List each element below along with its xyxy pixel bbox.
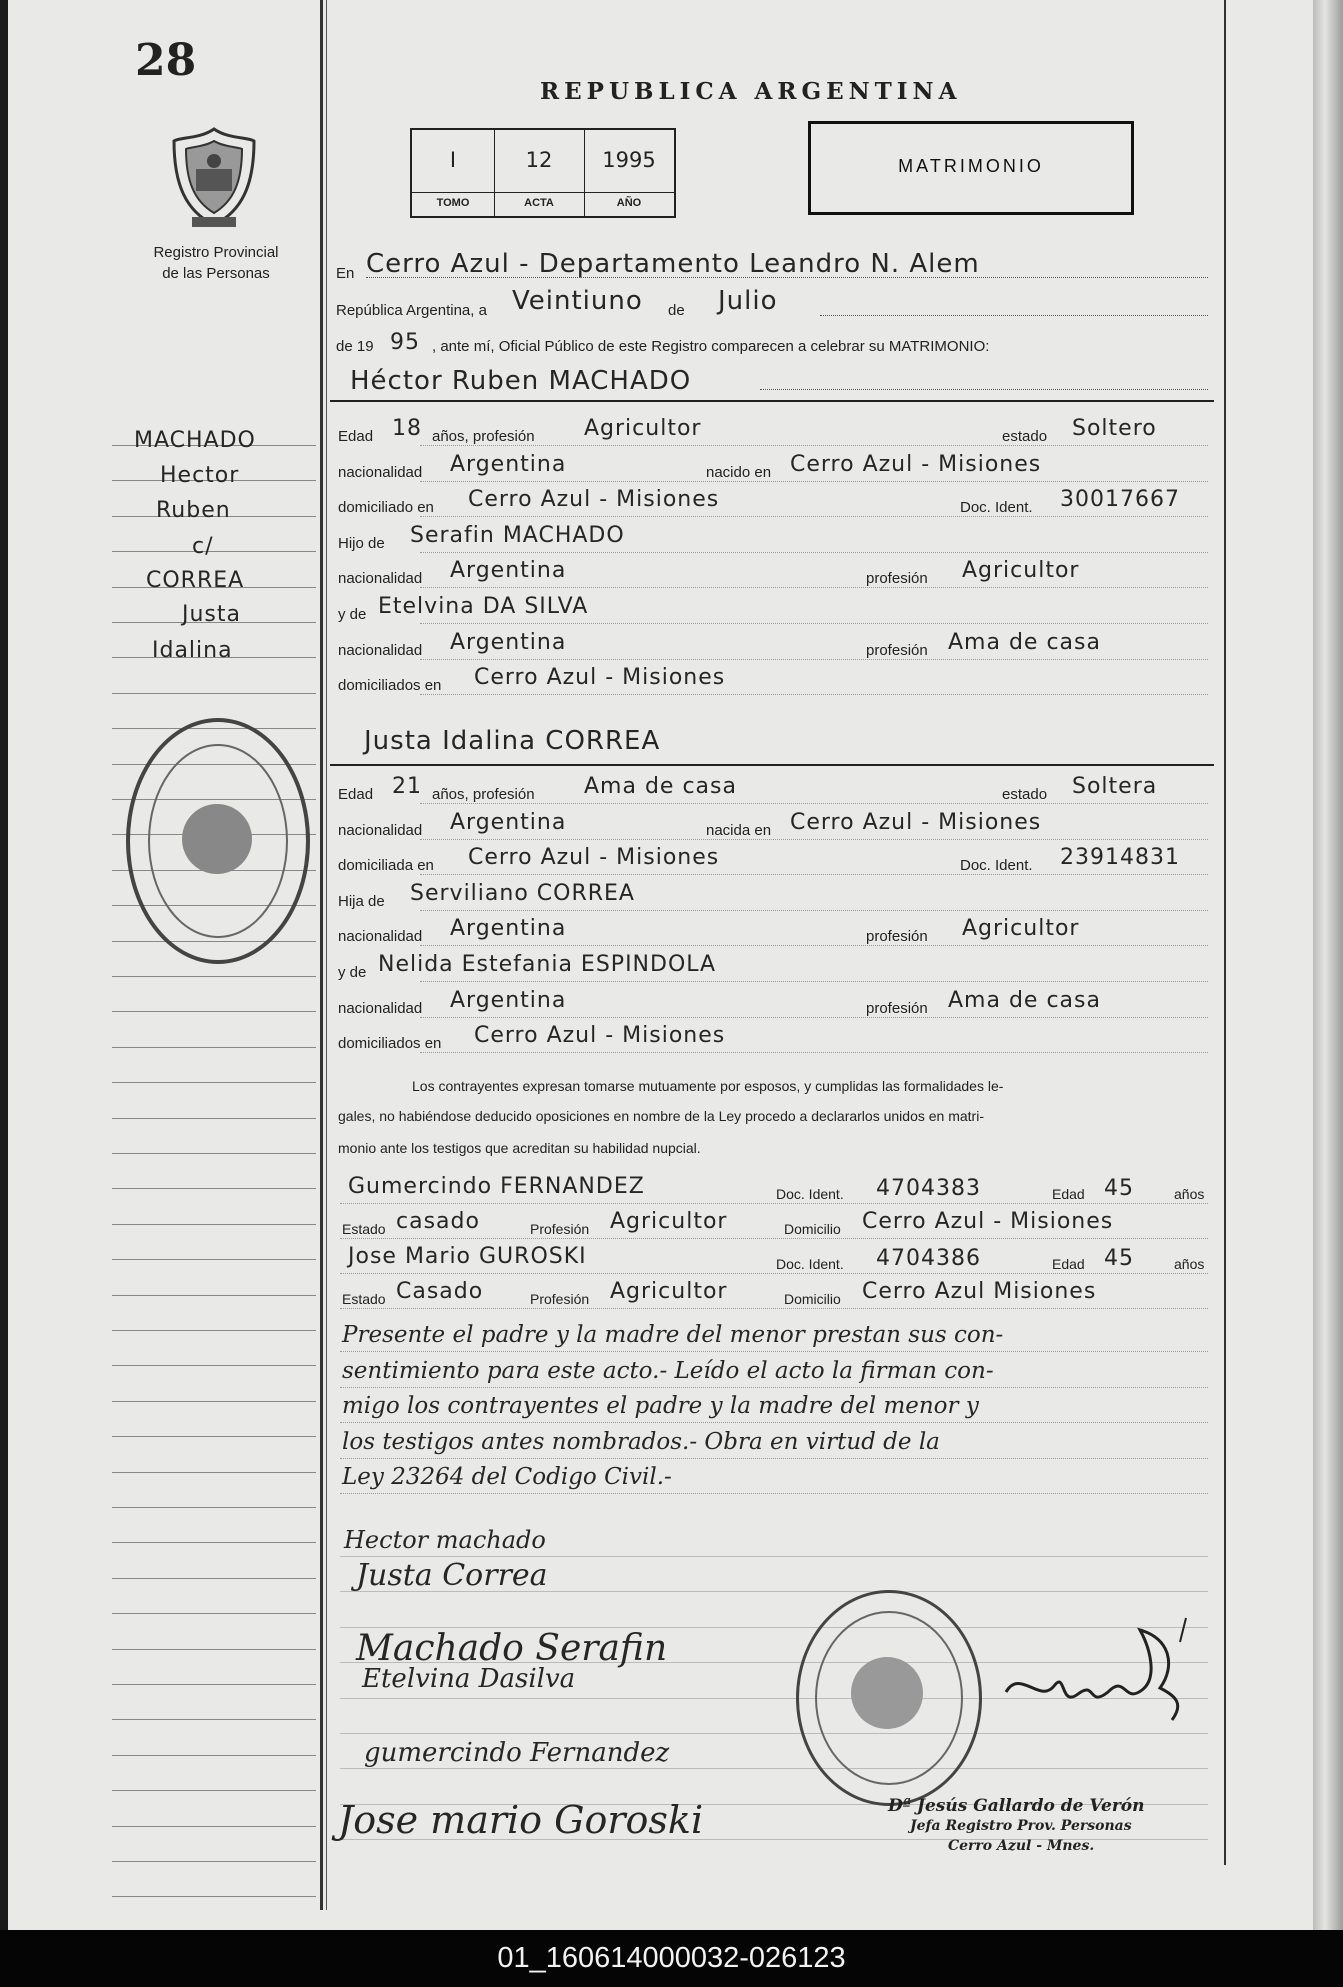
dotted-rule [420,873,1208,875]
en-label: En [336,265,355,282]
registry-label-line1: Registro Provincial [153,244,279,261]
margin-rule-line [112,1542,316,1543]
bride-doc-label: Doc. Ident. [960,857,1033,874]
bride-father-label: Hija de [338,893,385,910]
margin-rule-line [112,1826,316,1827]
record-id-box [410,128,676,218]
margin-rule-line [112,1401,316,1402]
margin-rule-line [112,1436,316,1437]
bride-age-value: 21 [392,774,422,799]
dotted-rule [340,1457,1208,1459]
bride-father-value: Serviliano CORREA [410,881,635,906]
groom-father-label: Hijo de [338,535,385,552]
witness-status-label: Estado [342,1221,386,1237]
official-stamp-line2: Jefa Registro Prov. Personas [910,1818,1132,1834]
margin-rule-line [112,1188,316,1189]
acta-caption: ACTA [494,192,584,209]
witness-status-value: casado [396,1209,480,1234]
year-suffix: 95 [390,330,420,355]
record-type-label: MATRIMONIO [898,156,1044,176]
signature-witness-2: Jose mario Goroski [338,1798,704,1842]
margin-rule-line [112,1507,316,1508]
witness-doc-label: Doc. Ident. [776,1186,844,1202]
ruled-line [340,1733,1208,1734]
groom-profession-label: años, profesión [432,428,535,445]
image-id-label: 01_160614000032-026123 [497,1942,846,1974]
dotted-rule [340,1421,1208,1423]
margin-note-line: c/ [192,534,214,559]
groom-mother-nationality-label: nacionalidad [338,642,423,659]
intro-text: , ante mí, Oficial Público de este Registro comparecen a celebrar su MATRIMONIO: [432,338,990,355]
dotted-rule [420,909,1208,911]
groom-father-value: Serafin MACHADO [410,523,625,548]
provincial-emblem-icon [168,125,260,230]
ruled-line [340,1556,1208,1557]
witness-domicile-label: Domicilio [784,1221,841,1237]
declaration-line: gales, no habiéndose deducido oposiciones en nombre de la Ley procedo a declararlos unidos en matri- [338,1108,984,1124]
declaration-line: Los contrayentes expresan tomarse mutuamente por esposos, y cumplidas las formalidades le- [412,1078,1004,1094]
groom-name: Héctor Ruben MACHADO [350,366,692,396]
signature-groom: Hector machado [344,1526,546,1554]
bride-mother-profession-value: Ama de casa [948,988,1101,1013]
groom-domicile-value: Cerro Azul - Misiones [468,487,720,512]
witness-doc-value: 4704383 [876,1176,981,1201]
margin-rule-line [112,1082,316,1083]
dotted-rule [420,838,1208,840]
registry-label-line2: de las Personas [162,265,270,282]
witness-profession-label: Profesión [530,1221,590,1237]
dotted-rule [420,980,1208,982]
tomo-value: I [449,148,457,172]
dotted-rule [340,1350,1208,1352]
bride-mother-nationality-value: Argentina [450,988,567,1013]
groom-nationality-label: nacionalidad [338,464,423,481]
ruled-line [340,1768,1208,1769]
margin-rule-line [112,1224,316,1225]
groom-father-nationality-value: Argentina [450,558,567,583]
margin-note-line: Ruben [156,498,231,523]
official-signature-icon [1000,1608,1200,1728]
witness-years-label: años [1174,1256,1205,1272]
witness-name: Jose Mario GUROSKI [348,1244,587,1269]
page-number: 28 [135,35,197,86]
bride-father-profession-label: profesión [866,928,928,945]
margin-note-line: MACHADO [134,428,256,453]
bride-profession-label: años, profesión [432,786,535,803]
groom-nationality-value: Argentina [450,452,567,477]
dotted-rule [420,586,1208,588]
country-prefix: República Argentina, a [336,302,487,319]
dotted-rule [420,693,1208,695]
margin-rule-line [112,551,316,552]
acta-cell [494,130,585,216]
groom-born-value: Cerro Azul - Misiones [790,452,1042,477]
groom-status-label: estado [1002,428,1048,445]
margin-rule-line [112,693,316,694]
groom-parents-domicile-label: domiciliados en [338,677,442,694]
signature-mother: Etelvina Dasilva [362,1664,576,1694]
tomo-caption: TOMO [412,192,494,209]
tomo-cell [412,130,495,216]
bride-nationality-value: Argentina [450,810,567,835]
right-rule [1224,0,1226,1865]
groom-mother-profession-value: Ama de casa [948,630,1101,655]
margin-rule-line [112,1649,316,1650]
place-value: Cerro Azul - Departamento Leandro N. Alem [366,249,980,279]
witness-doc-label: Doc. Ident. [776,1256,844,1272]
margin-rule-line [112,1330,316,1331]
bride-parents-domicile-value: Cerro Azul - Misiones [474,1023,726,1048]
groom-status-value: Soltero [1072,416,1157,441]
registry-label [116,242,316,284]
dotted-rule [420,444,1208,446]
bride-born-label: nacida en [706,822,772,839]
seal-emblem-icon [182,804,252,874]
margin-rule-line [112,1719,316,1720]
bride-mother-profession-label: profesión [866,1000,928,1017]
margin-note-line: Hector [160,463,240,488]
margin-rule-line [112,1259,316,1260]
dotted-rule [420,622,1208,624]
margin-rule-line [112,1153,316,1154]
dotted-rule [420,658,1208,660]
margin-rule-line [112,1684,316,1685]
book-edge [1313,0,1343,1930]
bride-mother-nationality-label: nacionalidad [338,1000,423,1017]
bride-status-value: Soltera [1072,774,1158,799]
bride-domicile-value: Cerro Azul - Misiones [468,845,720,870]
margin-rule-line [112,1755,316,1756]
margin-rule-line [112,1011,316,1012]
margin-rule-line [112,1365,316,1366]
witness-domicile-value: Cerro Azul - Misiones [862,1209,1114,1234]
bride-mother-label: y de [338,964,367,981]
bride-mother-value: Nelida Estefania ESPINDOLA [378,952,717,977]
witness-age-value: 45 [1104,1246,1134,1271]
margin-rule-line [112,976,316,977]
groom-mother-value: Etelvina DA SILVA [378,594,589,619]
bride-status-label: estado [1002,786,1048,803]
witness-years-label: años [1174,1186,1205,1202]
witness-profession-value: Agricultor [610,1279,728,1304]
official-stamp-line3: Cerro Azul - Mnes. [948,1838,1095,1854]
bride-father-profession-value: Agricultor [962,916,1080,941]
dotted-rule [420,944,1208,946]
margin-note-line: CORREA [146,568,245,593]
ano-cell [584,130,674,216]
bride-name: Justa Idalina CORREA [364,726,661,756]
bride-born-value: Cerro Azul - Misiones [790,810,1042,835]
dotted-rule [420,1051,1208,1053]
acta-value: 12 [525,148,553,172]
day-value: Veintiuno [512,286,643,316]
margin-rule-line [112,1047,316,1048]
groom-parents-domicile-value: Cerro Azul - Misiones [474,665,726,690]
dotted-rule [420,802,1208,804]
declaration-line: monio ante los testigos que acreditan su habilidad nupcial. [338,1140,701,1156]
witness-profession-value: Agricultor [610,1209,728,1234]
bride-domicile-label: domiciliada en [338,857,434,874]
witness-domicile-label: Domicilio [784,1291,841,1307]
groom-profession-value: Agricultor [584,416,702,441]
ano-caption: AÑO [584,192,674,209]
record-type-box [808,121,1134,215]
groom-father-nationality-label: nacionalidad [338,570,423,587]
groom-domicile-label: domiciliado en [338,499,434,516]
dotted-rule [340,1202,1208,1204]
note-line: migo los contrayentes el padre y la madre del menor y [342,1393,979,1419]
margin-rule-line [112,1295,316,1296]
groom-mother-nationality-value: Argentina [450,630,567,655]
bride-parents-domicile-label: domiciliados en [338,1035,442,1052]
official-stamp-line1: Dª Jesús Gallardo de Verón [888,1796,1145,1816]
margin-seal [126,718,310,964]
note-line: los testigos antes nombrados.- Obra en virtud de la [342,1429,940,1455]
margin-note-line: Idalina [152,638,233,663]
margin-note-line: Justa [182,602,242,627]
ano-value: 1995 [602,148,656,172]
margin-rule-line [112,1613,316,1614]
dotted-rule [420,551,1208,553]
margin-rule-line [112,1896,316,1897]
dotted-rule [340,1386,1208,1388]
margin-rule-line [112,1578,316,1579]
bride-nationality-label: nacionalidad [338,822,423,839]
groom-born-label: nacido en [706,464,772,481]
witness-name: Gumercindo FERNANDEZ [348,1174,645,1199]
groom-age-label: Edad [338,428,374,445]
official-seal [796,1590,982,1806]
dotted-rule [340,1237,1208,1239]
note-line: sentimiento para este acto.- Leído el acto la firman con- [342,1358,994,1384]
margin-rule [320,0,323,1910]
bride-doc-value: 23914831 [1060,845,1180,870]
margin-rule-line [112,1790,316,1791]
bride-father-nationality-value: Argentina [450,916,567,941]
witness-status-value: Casado [396,1279,484,1304]
margin-rule-line [112,1472,316,1473]
margin-rule-line [112,1861,316,1862]
margin-rule-inner [326,0,327,1910]
witness-status-label: Estado [342,1291,386,1307]
witness-age-label: Edad [1052,1256,1085,1272]
groom-mother-label: y de [338,606,367,623]
signature-witness-1: gumercindo Fernandez [364,1738,670,1768]
dotted-rule [340,1307,1208,1309]
witness-age-label: Edad [1052,1186,1085,1202]
witness-profession-label: Profesión [530,1291,590,1307]
signature-bride: Justa Correa [356,1558,548,1593]
witness-domicile-value: Cerro Azul Misiones [862,1279,1097,1304]
dotted-rule [420,515,1208,517]
groom-father-profession-value: Agricultor [962,558,1080,583]
witness-doc-value: 4704386 [876,1246,981,1271]
groom-father-profession-label: profesión [866,570,928,587]
note-line: Ley 23264 del Codigo Civil.- [342,1464,672,1490]
groom-age-value: 18 [392,416,422,441]
year-prefix: de 19 [336,338,374,355]
bride-age-label: Edad [338,786,374,803]
dotted-rule [420,1016,1208,1018]
signature-father: Machado Serafin [356,1628,668,1669]
groom-mother-profession-label: profesión [866,642,928,659]
seal-emblem-icon [851,1657,923,1729]
groom-doc-value: 30017667 [1060,487,1180,512]
month-value: Julio [718,286,778,316]
dotted-rule [340,1492,1208,1494]
witness-age-value: 45 [1104,1176,1134,1201]
dotted-rule [340,1272,1208,1274]
de-label: de [668,302,685,319]
bride-father-nationality-label: nacionalidad [338,928,423,945]
country-title: REPUBLICA ARGENTINA [540,78,962,105]
groom-doc-label: Doc. Ident. [960,499,1033,516]
margin-rule-line [112,1118,316,1119]
bride-profession-value: Ama de casa [584,774,737,799]
dotted-rule [420,480,1208,482]
note-line: Presente el padre y la madre del menor prestan sus con- [342,1322,1004,1348]
